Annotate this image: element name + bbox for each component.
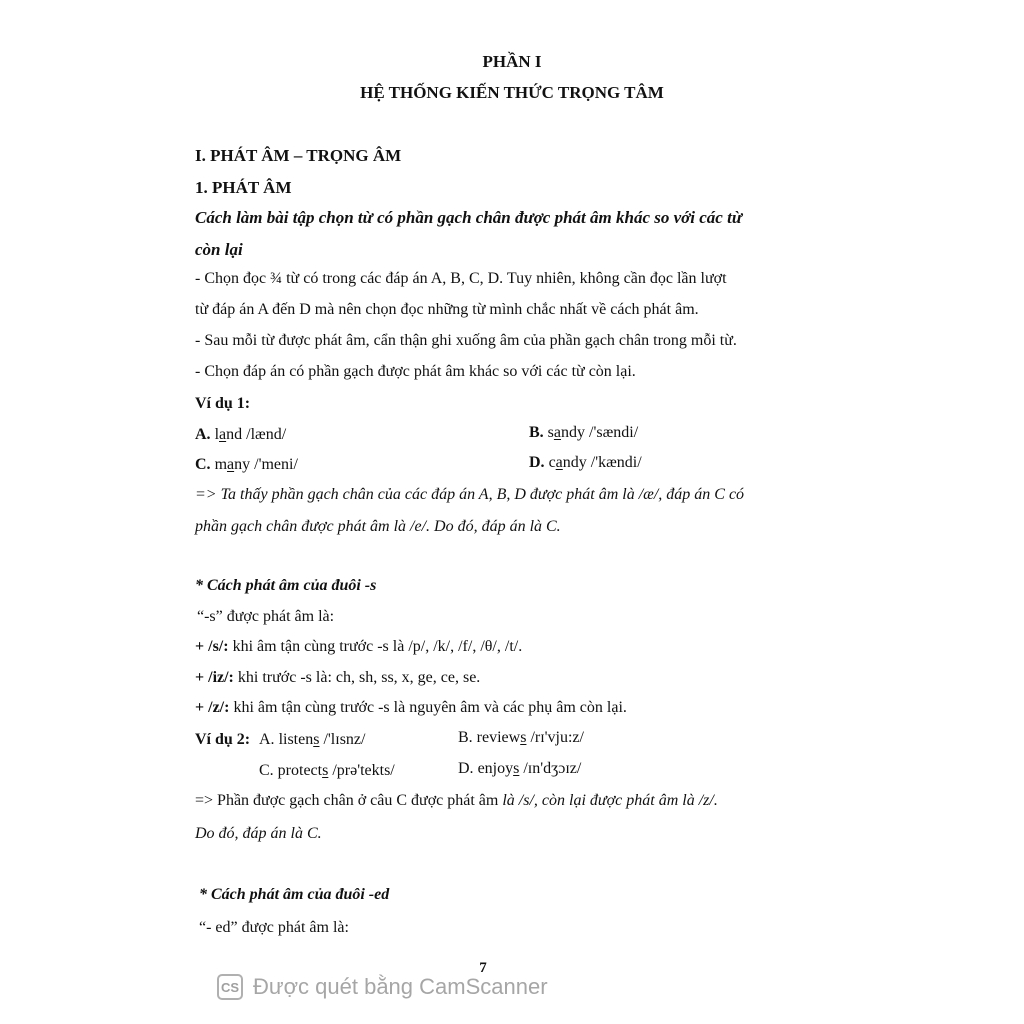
underlined-part: s <box>313 731 320 748</box>
option-word-start: review <box>476 729 521 746</box>
option-letter: B. <box>458 729 473 746</box>
example-2-option-c <box>259 762 395 780</box>
rule-text: khi âm tận cùng trước -s là /p/, /k/, /f/, /θ/, /t/. <box>228 638 523 655</box>
page-number: 7 <box>479 960 487 976</box>
method-title-line-1: Cách làm bài tập chọn từ có phần gạch chân được phát âm khác so với các từ <box>195 208 743 227</box>
option-word-start: l <box>214 426 220 443</box>
option-word-start: listen <box>278 731 314 748</box>
example-2-option-a <box>259 731 365 749</box>
section-heading: I. PHÁT ÂM – TRỌNG ÂM <box>195 146 402 165</box>
example-1-label: Ví dụ 1: <box>195 395 251 412</box>
option-word-rest: /rɪ'vju:z/ <box>526 729 584 746</box>
option-word-start: c <box>548 454 556 471</box>
option-word-start: m <box>214 456 228 473</box>
option-word-rest: ndy /'kændi/ <box>562 454 642 471</box>
tip-line: - Sau mỗi từ được phát âm, cẩn thận ghi xuống âm của phần gạch chân trong mỗi từ. <box>195 332 737 349</box>
example-2-label: Ví dụ 2: <box>195 731 251 748</box>
option-word-rest: /prə'tekts/ <box>328 762 395 779</box>
example-2-explanation-line-2: Do đó, đáp án là C. <box>195 825 322 842</box>
subsection-heading: 1. PHÁT ÂM <box>195 178 292 197</box>
example-1-option-c <box>195 456 298 474</box>
underlined-part: s <box>513 760 520 777</box>
tip-line: - Chọn đọc ¾ từ có trong các đáp án A, B, C, D. Tuy nhiên, không cần đọc lần lượt <box>195 270 727 287</box>
option-word-rest: ndy /'sændi/ <box>561 424 639 441</box>
explanation-italic: là /s/, còn lại được phát âm là /z/. <box>502 792 718 809</box>
option-letter: C. <box>259 762 274 779</box>
suffix-s-rule <box>195 669 480 687</box>
suffix-s-intro: “-s” được phát âm là: <box>197 608 335 625</box>
suffix-s-title: * Cách phát âm của đuôi -s <box>195 577 377 594</box>
example-2-option-d <box>458 760 581 778</box>
option-letter: B. <box>529 424 544 441</box>
rule-key: + /s/: <box>195 638 229 655</box>
suffix-ed-title: * Cách phát âm của đuôi -ed <box>199 886 390 903</box>
rule-key: + /z/: <box>195 699 230 716</box>
page-title: HỆ THỐNG KIẾN THỨC TRỌNG TÂM <box>360 83 664 102</box>
example-2-option-b <box>458 729 584 747</box>
option-word-start: enjoy <box>477 760 514 777</box>
rule-key: + /iz/: <box>195 669 234 686</box>
method-title-line-2: còn lại <box>195 240 243 259</box>
option-word-rest: /'lɪsnz/ <box>319 731 366 748</box>
part-label: PHẦN I <box>482 52 542 71</box>
suffix-s-rule <box>195 699 627 717</box>
option-letter: D. <box>529 454 545 471</box>
underlined-part: s <box>520 729 527 746</box>
option-word-start: protect <box>277 762 323 779</box>
rule-text: khi trước -s là: ch, sh, ss, x, ge, ce, se. <box>233 669 481 686</box>
example-1-option-a <box>195 426 286 444</box>
explanation-text: => Phần được gạch chân ở câu C được phát âm <box>195 792 503 809</box>
option-word-rest: /ɪn'dʒɔɪz/ <box>519 760 582 777</box>
option-letter: A. <box>259 731 275 748</box>
rule-text: khi âm tận cùng trước -s là nguyên âm và các phụ âm còn lại. <box>229 699 627 716</box>
camscanner-watermark <box>217 972 548 1002</box>
tip-line: từ đáp án A đến D mà nên chọn đọc những từ mình chắc nhất về cách phát âm. <box>195 301 699 318</box>
tip-line: - Chọn đáp án có phần gạch được phát âm khác so với các từ còn lại. <box>195 363 636 380</box>
suffix-ed-intro: “- ed” được phát âm là: <box>199 919 349 936</box>
option-word-start: s <box>547 424 554 441</box>
underlined-part: a <box>555 454 563 471</box>
example-1-explanation-line-2: phần gạch chân được phát âm là /e/. Do đó, đáp án là C. <box>195 518 561 535</box>
example-1-explanation-line-1: => Ta thấy phần gạch chân của các đáp án A, B, D được phát âm là /æ/, đáp án C có <box>195 486 745 503</box>
camscanner-logo-icon: CS <box>217 974 243 1000</box>
option-letter: A. <box>195 426 211 443</box>
watermark-text: Được quét bằng CamScanner <box>253 974 548 999</box>
example-2-explanation-line-1 <box>195 792 718 810</box>
option-word-rest: nd /lænd/ <box>226 426 287 443</box>
underlined-part: a <box>219 426 227 443</box>
underlined-part: a <box>553 424 562 441</box>
option-letter: C. <box>195 456 211 473</box>
underlined-part: s <box>322 762 329 779</box>
example-1-option-d <box>529 454 642 472</box>
option-word-rest: ny /'meni/ <box>234 456 298 473</box>
example-1-option-b <box>529 424 638 442</box>
option-letter: D. <box>458 760 474 777</box>
suffix-s-rule <box>195 638 522 656</box>
underlined-part: a <box>227 456 235 473</box>
